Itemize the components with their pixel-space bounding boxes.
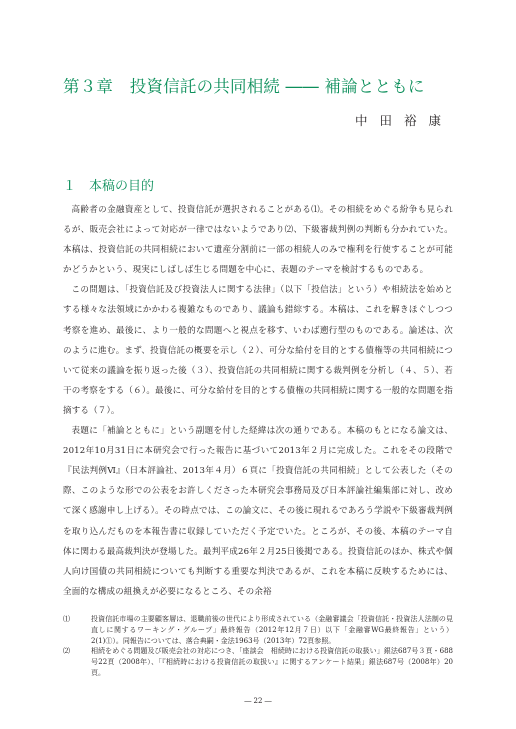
footnote bbox=[63, 614, 453, 646]
chapter-title: 第３章 投資信託の共同相続 ―― 補論とともに bbox=[63, 77, 425, 96]
section-heading bbox=[63, 175, 154, 194]
author-name: 中田裕康 bbox=[354, 113, 453, 128]
paragraph: この問題は、「投資信託及び投資法人に関する法律」（以下「投信法」という）や相続法を始めとする様々な法領域にかかわる複雑なものであり、議論も錯綜する。本稿は、これを解きほぐしつつ考察を進め、最後に、より一般的な問題へと視点を移す、いわば遡行型のものである。論述は、次のように進む。まず、投資信託の概要を示し（２）、可分な給付を目的とする債権等の共同相続について従来の議論を振り返った後（３）、投資信託の共同相続に関する裁判例を分析し（４、５）、若干の考察をする（６）。最後に、可分な給付を目的とする債権の共同相続に関する一般的な問題を指摘する（７）。 bbox=[63, 285, 453, 416]
footnotes bbox=[63, 614, 453, 679]
footnote-text: 相続をめぐる問題及び販売会社の対応につき、「座談会 相続時における投資信託の取扱い」銀法687号３頁・688号22頁（2008年）、「『相続時における投資信託の取扱い』に関するアンケート結果」銀法687号（2008年）20頁。 bbox=[91, 647, 453, 677]
footnote-label: ⑵ bbox=[63, 647, 70, 656]
body-text bbox=[63, 200, 453, 602]
footnote-label: ⑴ bbox=[63, 615, 70, 623]
page-number: ― 22 ― bbox=[244, 697, 272, 705]
footnote bbox=[63, 646, 453, 678]
paragraph: 高齢者の金融資産として、投資信託が選択されることがある⑴。その相続をめぐる紛争も見られるが、販売会社によって対応が一律ではないようであり⑵、下級審裁判例の判断も分かれていた。本稿は、投資信託の共同相続において遺産分割前に一部の相続人のみで権利を行使することが可能かどうかという、現実にしばしば生じる問題を中心に、表題のテーマを検討するものである。 bbox=[63, 205, 453, 276]
footnote-text: 投資信託市場の主要顧客層は、退職前後の世代により形成されている（金融審議会「投資信託・投資法人法制の見直しに関するワーキング・グループ」最終報告（2012年12月７日）以下「金融審WG最終報告」という）2(1)①）。同報告については、落合典嗣・金法1963号（2013年）72頁参照。 bbox=[91, 615, 453, 645]
paragraph: 表題に「補論とともに」という副題を付した経緯は次の通りである。本稿のもとになる論文は、2012年10月31日に本研究会で行った報告に基づいて2013年２月に完成した。これをその段階で『民法判例Ⅵ』（日本評論社、2013年４月）６頁に「投資信託の共同相続」として公表した（その際、このような形での公表をお許しくださった本研究会事務局及び日本評論社編集部に対し、改めて深く感謝申し上げる）。その時点では、この論文に、その後に現れるであろう学説や下級審裁判例を取り込んだものを本報告書に収録していただく予定でいた。ところが、その後、本稿のテーマ自体に関わる最高裁判決が登場した。最判平成26年２月25日後掲である。投資信託のほか、株式や個人向け国債の共同相続についても判断する重要な判決であるが、これを本稿に反映するためには、全面的な構成の組換えが必要になるところ、その余裕 bbox=[63, 426, 453, 597]
section-title: 本稿の目的 bbox=[89, 179, 155, 194]
section-number: １ bbox=[63, 179, 77, 194]
